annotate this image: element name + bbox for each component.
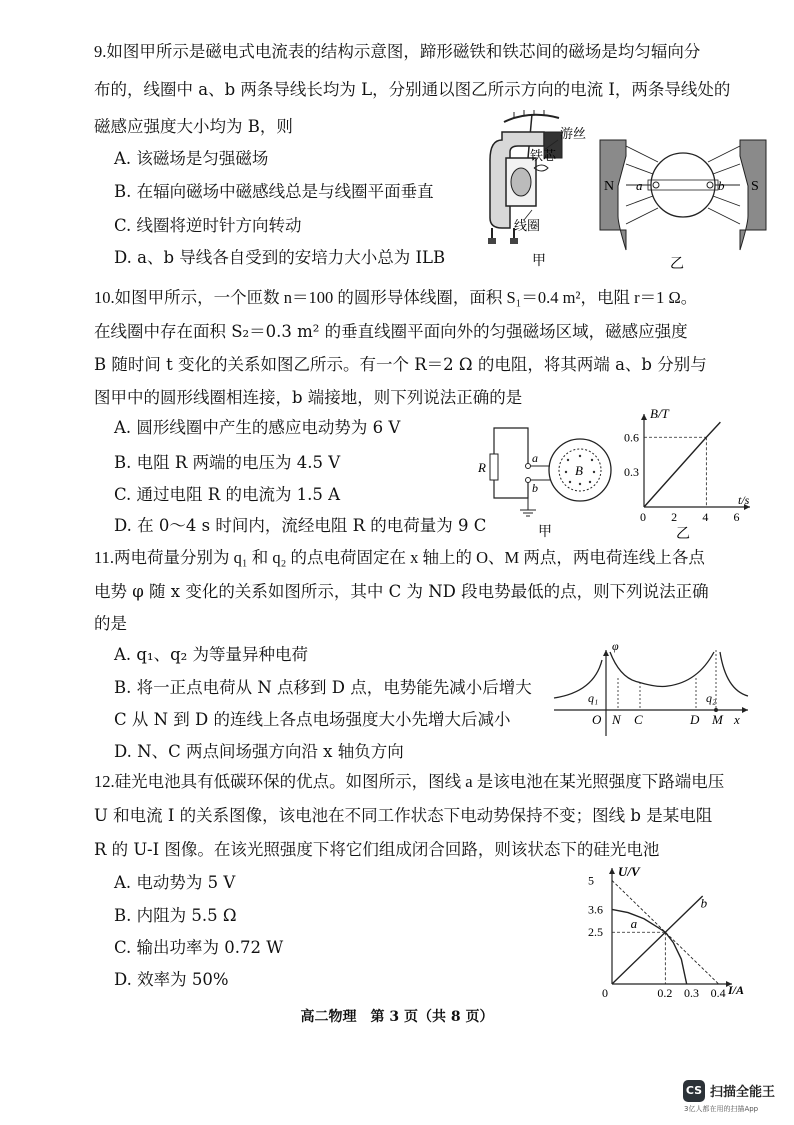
y-tick-0.3: 0.3 <box>624 465 639 480</box>
x-tick-0.2: 0.2 <box>657 986 673 998</box>
x-tick-0.3: 0.3 <box>684 986 699 998</box>
q12-option-c: C. 输出功率为 0.72 W <box>114 938 284 957</box>
q12-line-3: R 的 U-I 图像。在该光照强度下将它们组成闭合回路，则该状态下的硅光电池 <box>94 840 660 859</box>
q9-option-c: C. 线圈将逆时针方向转动 <box>114 216 302 235</box>
label-O: O <box>592 712 602 727</box>
label-a: a <box>636 178 643 193</box>
label-N: N <box>604 179 615 194</box>
label-x: x <box>734 712 740 727</box>
label-phi: φ <box>612 640 619 653</box>
terminal-right <box>510 238 518 244</box>
q11-option-b: B. 将一正点电荷从 N 点移到 D 点，电势能先减小后增大 <box>114 678 532 697</box>
q9-line-3: 磁感应强度大小均为 B，则 <box>94 117 293 136</box>
series-b-line <box>612 896 703 984</box>
q11-option-c: C 从 N 到 D 的连线上各点电场强度大小先增大后减小 <box>114 710 511 729</box>
q10-option-c: C. 通过电阻 R 的电流为 1.5 A <box>114 485 341 504</box>
y-tick-2.5: 2.5 <box>588 925 603 940</box>
label-M: M <box>712 712 723 727</box>
q9-line-2: 布的，线圈中 a、b 两条导线长均为 L，分别通以图乙所示方向的电流 I，两条导线处的 <box>94 80 731 99</box>
label-q2: q₂ <box>706 691 717 705</box>
q12-option-d: D. 效率为 50% <box>114 970 229 989</box>
x-tick-0: 0 <box>602 986 608 998</box>
q11-figure <box>548 640 758 740</box>
series-a-label: a <box>630 916 638 932</box>
label-C: C <box>634 712 643 727</box>
x-axis-label: t/s <box>738 493 750 507</box>
label-D: D <box>690 712 700 727</box>
terminal-left <box>488 238 496 244</box>
q12-line-1: 12.硅光电池具有低碳环保的优点。如图所示，图线 a 是该电池在某光照强度下路端电压 <box>94 772 725 791</box>
y-axis-label: U/V <box>618 864 640 879</box>
q9-option-a: A. 该磁场是匀强磁场 <box>114 149 269 168</box>
label-a: a <box>532 451 538 465</box>
magnet-n-pole <box>600 140 626 250</box>
caption-yi: 乙 <box>670 257 684 272</box>
q10-line-3: B 随时间 t 变化的关系如图乙所示。有一个 R＝2 Ω 的电阻，将其两端 a、b 分别与 <box>94 355 707 374</box>
q11-line-3: 的是 <box>94 614 127 633</box>
label-R: R <box>478 460 486 475</box>
q11-line-2: 电势 φ 随 x 变化的关系如图所示，其中 C 为 ND 段电势最低的点，则下列说法正确 <box>94 582 709 601</box>
x-tick-4: 4 <box>702 510 709 524</box>
q11-option-a: A. q₁、q₂ 为等量异种电荷 <box>114 645 309 664</box>
q9-figure-jia <box>484 110 596 270</box>
camscanner-subtitle: 3亿人都在用的扫描App <box>684 1105 759 1113</box>
q10-option-a: A. 圆形线圈中产生的感应电动势为 6 V <box>114 418 401 437</box>
x-tick-0: 0 <box>640 510 646 524</box>
q9-figure-yi <box>598 138 768 272</box>
label-S: S <box>751 179 759 194</box>
label-b: b <box>718 178 725 193</box>
q12-figure-chart <box>582 860 750 998</box>
circuit-wire <box>494 428 528 498</box>
label-q1: q₁ <box>588 691 599 705</box>
y-tick-3.6: 3.6 <box>588 902 603 917</box>
label-tiexin: 铁芯 <box>530 148 557 163</box>
x-tick-0.4: 0.4 <box>710 986 726 998</box>
q11-option-d: D. N、C 两点间场强方向沿 x 轴负方向 <box>114 742 404 761</box>
phi-curve-middle <box>610 652 714 687</box>
q10-option-b: B. 电阻 R 两端的电压为 4.5 V <box>114 453 341 472</box>
q10-line-4: 图甲中的圆形线圈相连接，b 端接地，则下列说法正确的是 <box>94 388 523 407</box>
y-axis-arrow <box>641 414 647 420</box>
camscanner-name: 扫描全能王 <box>710 1085 776 1100</box>
phi-curve-right <box>720 652 748 696</box>
magnet-s-pole <box>740 140 766 250</box>
x-tick-6: 6 <box>733 510 740 524</box>
y-tick-5: 5 <box>588 873 594 888</box>
label-b: b <box>532 481 538 495</box>
q10-figure-yi-chart <box>622 404 762 542</box>
series-b-label: b <box>700 895 708 911</box>
x-axis-label: I/A <box>728 983 745 997</box>
q10-line-1: 10.如图甲所示，一个匝数 n＝100 的圆形导体线圈，面积 S₁＝0.4 m²，电阻 r＝1 Ω。 <box>94 288 698 307</box>
q12-line-2: U 和电流 I 的关系图像，该电池在不同工作状态下电动势保持不变；图线 b 是某电阻 <box>94 806 713 825</box>
q9-option-b: B. 在辐向磁场中磁感线总是与线圈平面垂直 <box>114 182 434 201</box>
series-B-line <box>644 422 720 507</box>
resistor-R <box>490 454 498 480</box>
label-youssi: 游丝 <box>560 126 587 141</box>
iron-core-circle <box>651 153 715 217</box>
q10-figure-jia <box>476 420 621 542</box>
caption-jia: 甲 <box>538 525 552 540</box>
iron-core <box>511 168 531 196</box>
label-xianquan: 线圈 <box>514 218 541 233</box>
q12-option-a: A. 电动势为 5 V <box>114 873 236 892</box>
label-B: B <box>575 463 583 478</box>
y-tick-0.6: 0.6 <box>624 430 639 445</box>
label-N: N <box>612 712 621 727</box>
q9-line-1: 9.如图甲所示是磁电式电流表的结构示意图，蹄形磁铁和铁芯间的磁场是均匀辐向分 <box>94 42 701 61</box>
q12-option-b: B. 内阻为 5.5 Ω <box>114 906 237 925</box>
q10-line-2: 在线圈中存在面积 S₂＝0.3 m² 的垂直线圈平面向外的匀强磁场区域，磁感应强度 <box>94 322 688 341</box>
y-axis-label: B/T <box>650 406 669 421</box>
caption-yi: 乙 <box>676 527 690 542</box>
q11-line-1: 11.两电荷量分别为 q₁ 和 q₂ 的点电荷固定在 x 轴上的 O、M 两点，两电荷连线上各点 <box>94 548 705 567</box>
q10-option-d: D. 在 0～4 s 时间内，流经电阻 R 的电荷量为 9 C <box>114 516 487 535</box>
q9-option-d: D. a、b 导线各自受到的安培力大小总为 ILB <box>114 248 446 267</box>
camscanner-logo: CS <box>683 1080 705 1102</box>
caption-jia: 甲 <box>532 254 546 269</box>
x-tick-2: 2 <box>671 510 678 524</box>
page-footer: 高二物理 第 3 页（共 8 页） <box>300 1009 494 1025</box>
